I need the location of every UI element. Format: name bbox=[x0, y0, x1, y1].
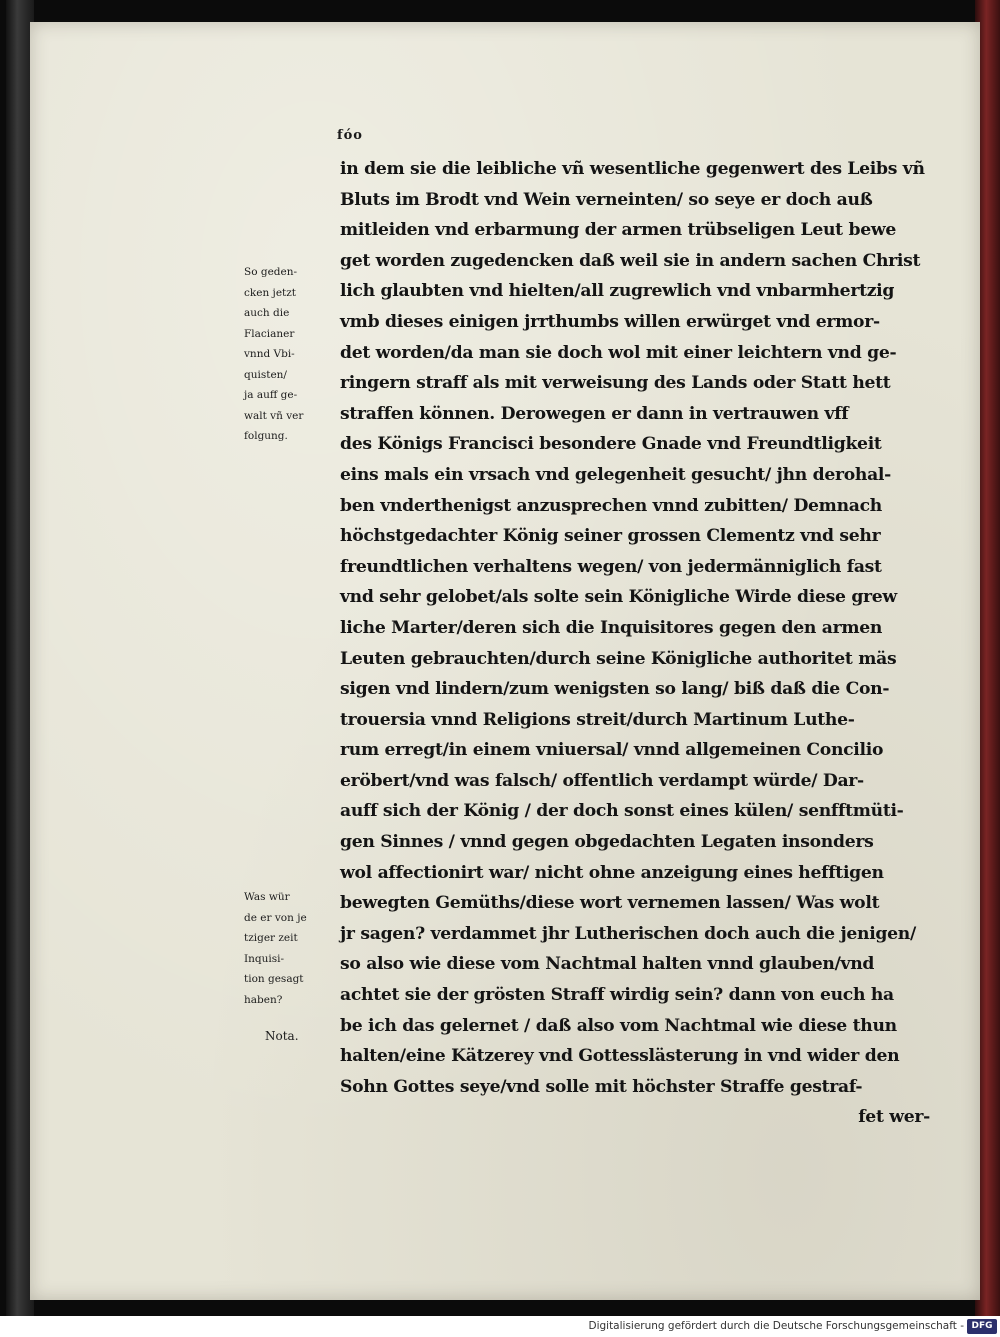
margin-note-line: So geden- bbox=[244, 266, 298, 278]
text-line: rum erregt/in einem vniuersal/ vnnd allgemeinen Concilio bbox=[340, 740, 884, 761]
margin-note-line: cken jetzt bbox=[244, 286, 296, 299]
text-line: bewegten Gemüths/diese wort vernemen lassen/ Was wolt bbox=[340, 893, 880, 914]
text-line: wol affectionirt war/ nicht ohne anzeigung eines hefftigen bbox=[340, 862, 884, 883]
text-line: sigen vnd lindern/zum wenigsten so lang/ biß daß die Con- bbox=[340, 679, 890, 700]
text-line: get worden zugedencken daß weil sie in andern sachen Christ bbox=[340, 250, 921, 271]
text-line: eins mals ein vrsach vnd gelegenheit gesucht/ jhn derohal- bbox=[340, 464, 891, 485]
catchword: fet wer- bbox=[858, 1107, 930, 1128]
text-line: det worden/da man sie doch wol mit einer leichtern vnd ge- bbox=[340, 342, 897, 363]
text-line: halten/eine Kätzerey vnd Gottesslästerung in vnd wider den bbox=[340, 1046, 900, 1067]
margin-note-line: Was wür bbox=[244, 891, 290, 903]
margin-note-line: walt vñ ver bbox=[244, 409, 304, 422]
margin-note-line: Flacianer bbox=[244, 327, 295, 340]
margin-note-inquisition bbox=[244, 887, 336, 1010]
margin-note-line: haben? bbox=[244, 993, 283, 1006]
footer-credit: Digitalisierung gefördert durch die Deutsche Forschungsgemeinschaft - bbox=[588, 1320, 964, 1332]
text-line: ben vnderthenigst anzusprechen vnnd zubitten/ Demnach bbox=[340, 495, 882, 516]
margin-note-line: quisten/ bbox=[244, 368, 287, 381]
text-line: gen Sinnes / vnnd gegen obgedachten Legaten insonders bbox=[340, 832, 874, 853]
margin-note-line: de er von je bbox=[244, 911, 307, 924]
margin-note-line: Nota. bbox=[265, 1029, 299, 1043]
text-line: trouersia vnnd Religions streit/durch Martinum Luthe- bbox=[340, 709, 855, 730]
margin-note-line: tion gesagt bbox=[244, 973, 304, 985]
margin-note-line: vnnd Vbi- bbox=[244, 348, 295, 360]
text-line: in dem sie die leibliche vñ wesentliche gegenwert des Leibs vñ bbox=[340, 159, 925, 179]
text-line: liche Marter/deren sich die Inquisitores gegen den armen bbox=[340, 617, 883, 638]
text-line: freundtlichen verhaltens wegen/ von jedermänniglich fast bbox=[340, 556, 882, 577]
text-line: achtet sie der grösten Straff wirdig sein? dann von euch ha bbox=[340, 985, 894, 1006]
main-text-block bbox=[340, 154, 930, 1133]
text-line: straffen können. Derowegen er dann in vertrauwen vff bbox=[340, 403, 849, 424]
text-line: ringern straff als mit verweisung des Lands oder Statt hett bbox=[340, 373, 891, 394]
text-line: vmb dieses einigen jrrthumbs willen erwürget vnd ermor- bbox=[340, 311, 880, 332]
margin-note-line: auch die bbox=[244, 307, 290, 319]
text-line: lich glaubten vnd hielten/all zugrewlich vnd vnbarmhertzig bbox=[340, 281, 895, 302]
margin-note-nota bbox=[265, 1026, 357, 1047]
text-line: jr sagen? verdammet jhr Lutherischen doch auch die jenigen/ bbox=[340, 923, 916, 944]
text-line: höchstgedachter König seiner grossen Clementz vnd sehr bbox=[340, 526, 881, 547]
text-line: des Königs Francisci besondere Gnade vnd Freundtligkeit bbox=[340, 434, 882, 455]
margin-note-flacianer bbox=[244, 262, 336, 447]
text-line: eröbert/vnd was falsch/ offentlich verdampt würde/ Dar- bbox=[340, 770, 864, 791]
text-line: Leuten gebrauchten/durch seine Königliche authoritet mäs bbox=[340, 648, 897, 669]
text-line: Sohn Gottes seye/vnd solle mit höchster Straffe gestraf- bbox=[340, 1076, 863, 1097]
text-line: mitleiden vnd erbarmung der armen trübseligen Leut bewe bbox=[340, 220, 896, 241]
dfg-logo-icon: DFG bbox=[967, 1319, 997, 1334]
text-line: Bluts im Brodt vnd Wein verneinten/ so seye er doch auß bbox=[340, 189, 873, 210]
text-line: auff sich der König / der doch sonst eines külen/ senfftmüti- bbox=[340, 801, 904, 822]
margin-note-line: Inquisi- bbox=[244, 952, 285, 965]
margin-note-line: folgung. bbox=[244, 430, 288, 442]
text-line: be ich das gelernet / daß also vom Nachtmal wie diese thun bbox=[340, 1015, 897, 1036]
margin-note-line: ja auff ge- bbox=[244, 389, 298, 401]
page-number: fóo bbox=[337, 128, 363, 143]
text-line: vnd sehr gelobet/als solte sein Königliche Wirde diese grew bbox=[340, 587, 897, 608]
margin-note-line: tziger zeit bbox=[244, 932, 298, 944]
text-line: so also wie diese vom Nachtmal halten vnnd glauben/vnd bbox=[340, 954, 875, 975]
